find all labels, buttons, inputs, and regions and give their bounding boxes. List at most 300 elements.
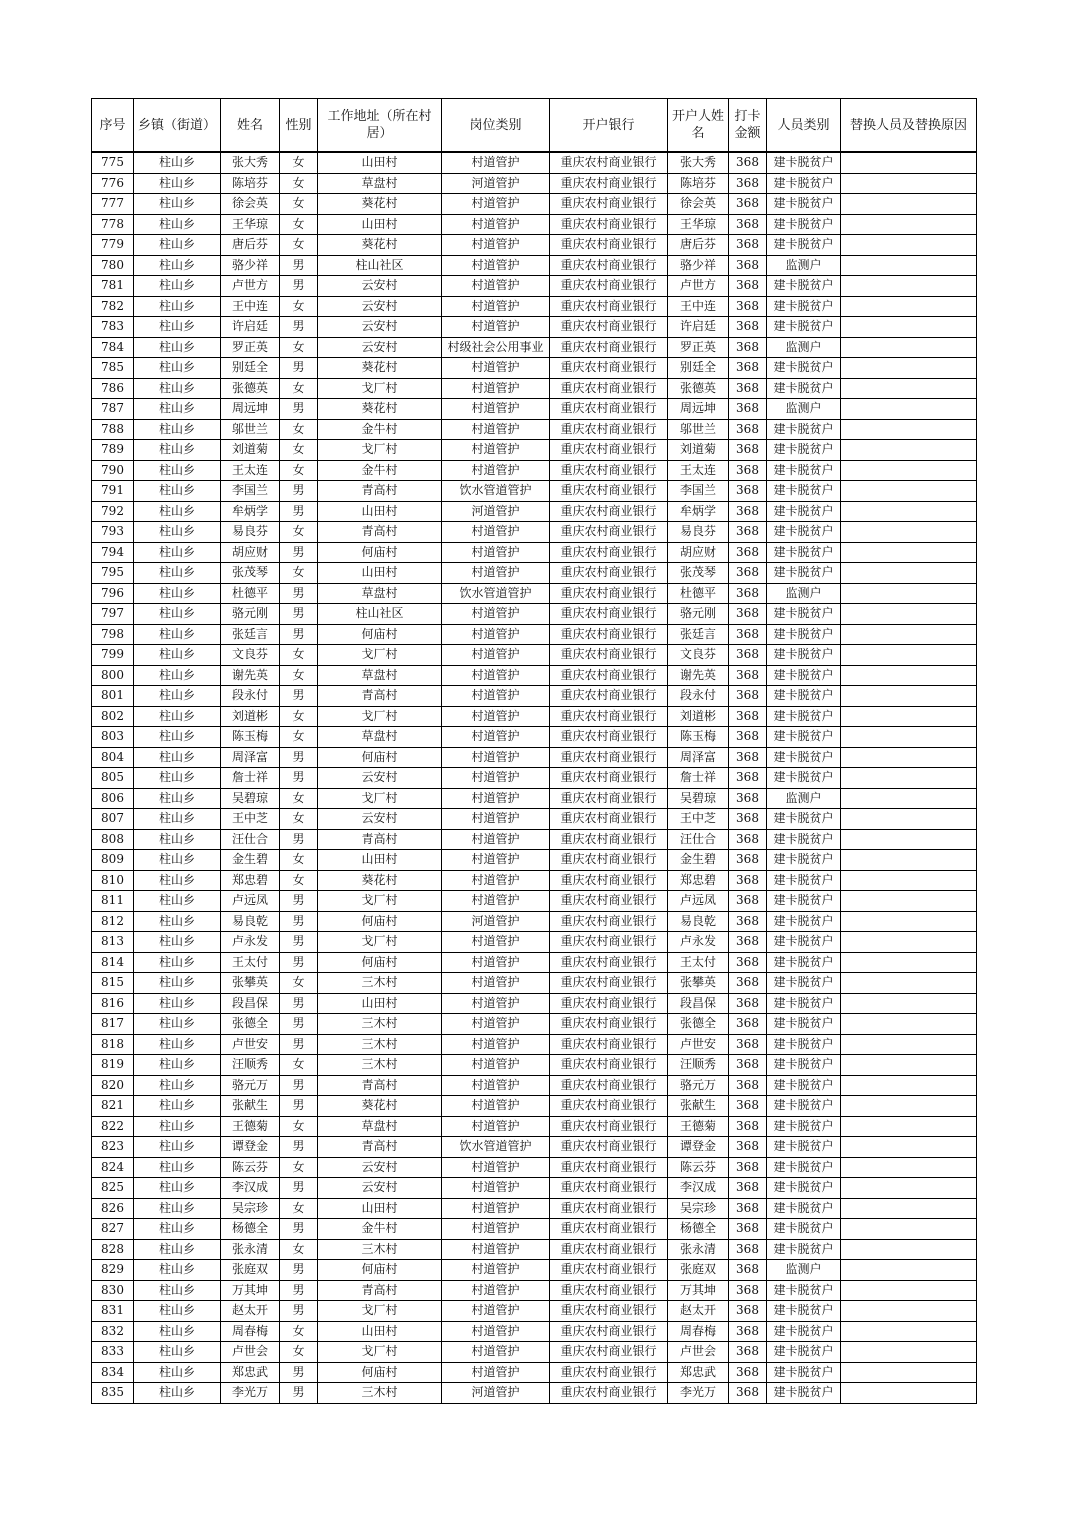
replacement-cell bbox=[841, 788, 977, 809]
township-cell: 柱山乡 bbox=[134, 891, 221, 912]
work-address-cell: 何庙村 bbox=[318, 624, 442, 645]
replacement-cell bbox=[841, 296, 977, 317]
replacement-cell bbox=[841, 1075, 977, 1096]
header-gender: 性别 bbox=[280, 99, 318, 153]
account-holder-cell: 易良芬 bbox=[668, 522, 729, 543]
person-category-cell: 建卡脱贫户 bbox=[767, 624, 841, 645]
gender-cell: 男 bbox=[280, 255, 318, 276]
bank-cell: 重庆农村商业银行 bbox=[550, 501, 668, 522]
replacement-cell bbox=[841, 214, 977, 235]
work-address-cell: 青高村 bbox=[318, 481, 442, 502]
bank-cell: 重庆农村商业银行 bbox=[550, 665, 668, 686]
account-holder-cell: 金生碧 bbox=[668, 850, 729, 871]
amount-cell: 368 bbox=[729, 809, 767, 830]
township-cell: 柱山乡 bbox=[134, 952, 221, 973]
bank-cell: 重庆农村商业银行 bbox=[550, 460, 668, 481]
replacement-cell bbox=[841, 481, 977, 502]
table-row bbox=[92, 1055, 977, 1076]
township-cell: 柱山乡 bbox=[134, 255, 221, 276]
gender-cell: 女 bbox=[280, 1198, 318, 1219]
township-cell: 柱山乡 bbox=[134, 645, 221, 666]
gender-cell: 女 bbox=[280, 152, 318, 173]
seq-cell: 777 bbox=[92, 194, 134, 215]
name-cell: 邬世兰 bbox=[221, 419, 280, 440]
work-address-cell: 草盘村 bbox=[318, 173, 442, 194]
seq-cell: 814 bbox=[92, 952, 134, 973]
table-body bbox=[92, 152, 977, 1403]
township-cell: 柱山乡 bbox=[134, 788, 221, 809]
work-address-cell: 三木村 bbox=[318, 1034, 442, 1055]
account-holder-cell: 陈培芬 bbox=[668, 173, 729, 194]
township-cell: 柱山乡 bbox=[134, 1219, 221, 1240]
person-category-cell: 建卡脱贫户 bbox=[767, 1137, 841, 1158]
person-category-cell: 建卡脱贫户 bbox=[767, 665, 841, 686]
township-cell: 柱山乡 bbox=[134, 1137, 221, 1158]
amount-cell: 368 bbox=[729, 727, 767, 748]
account-holder-cell: 卢远凤 bbox=[668, 891, 729, 912]
bank-cell: 重庆农村商业银行 bbox=[550, 788, 668, 809]
bank-cell: 重庆农村商业银行 bbox=[550, 317, 668, 338]
table-row bbox=[92, 1342, 977, 1363]
account-holder-cell: 陈云芬 bbox=[668, 1157, 729, 1178]
seq-cell: 782 bbox=[92, 296, 134, 317]
name-cell: 郑忠武 bbox=[221, 1362, 280, 1383]
replacement-cell bbox=[841, 1239, 977, 1260]
post-category-cell: 河道管护 bbox=[442, 1383, 550, 1404]
account-holder-cell: 卢世方 bbox=[668, 276, 729, 297]
amount-cell: 368 bbox=[729, 399, 767, 420]
person-category-cell: 建卡脱贫户 bbox=[767, 706, 841, 727]
account-holder-cell: 王太连 bbox=[668, 460, 729, 481]
replacement-cell bbox=[841, 317, 977, 338]
gender-cell: 男 bbox=[280, 276, 318, 297]
bank-cell: 重庆农村商业银行 bbox=[550, 152, 668, 173]
gender-cell: 男 bbox=[280, 542, 318, 563]
gender-cell: 女 bbox=[280, 850, 318, 871]
table-row bbox=[92, 317, 977, 338]
table-row bbox=[92, 419, 977, 440]
replacement-cell bbox=[841, 255, 977, 276]
replacement-cell bbox=[841, 727, 977, 748]
name-cell: 周春梅 bbox=[221, 1321, 280, 1342]
gender-cell: 男 bbox=[280, 911, 318, 932]
work-address-cell: 葵花村 bbox=[318, 870, 442, 891]
bank-cell: 重庆农村商业银行 bbox=[550, 1260, 668, 1281]
gender-cell: 男 bbox=[280, 1301, 318, 1322]
work-address-cell: 青高村 bbox=[318, 522, 442, 543]
table-row bbox=[92, 788, 977, 809]
township-cell: 柱山乡 bbox=[134, 1383, 221, 1404]
bank-cell: 重庆农村商业银行 bbox=[550, 768, 668, 789]
amount-cell: 368 bbox=[729, 542, 767, 563]
amount-cell: 368 bbox=[729, 1096, 767, 1117]
amount-cell: 368 bbox=[729, 173, 767, 194]
person-category-cell: 建卡脱贫户 bbox=[767, 809, 841, 830]
gender-cell: 男 bbox=[280, 1096, 318, 1117]
seq-cell: 830 bbox=[92, 1280, 134, 1301]
seq-cell: 826 bbox=[92, 1198, 134, 1219]
amount-cell: 368 bbox=[729, 1260, 767, 1281]
amount-cell: 368 bbox=[729, 1342, 767, 1363]
amount-cell: 368 bbox=[729, 501, 767, 522]
post-category-cell: 村道管护 bbox=[442, 604, 550, 625]
post-category-cell: 村道管护 bbox=[442, 1362, 550, 1383]
seq-cell: 775 bbox=[92, 152, 134, 173]
person-category-cell: 建卡脱贫户 bbox=[767, 727, 841, 748]
table-row bbox=[92, 481, 977, 502]
account-holder-cell: 文良芬 bbox=[668, 645, 729, 666]
gender-cell: 男 bbox=[280, 604, 318, 625]
person-category-cell: 建卡脱贫户 bbox=[767, 1342, 841, 1363]
header-name: 姓名 bbox=[221, 99, 280, 153]
name-cell: 赵太开 bbox=[221, 1301, 280, 1322]
amount-cell: 368 bbox=[729, 850, 767, 871]
amount-cell: 368 bbox=[729, 686, 767, 707]
seq-cell: 792 bbox=[92, 501, 134, 522]
person-category-cell: 监测户 bbox=[767, 1260, 841, 1281]
amount-cell: 368 bbox=[729, 1137, 767, 1158]
bank-cell: 重庆农村商业银行 bbox=[550, 173, 668, 194]
table-row bbox=[92, 952, 977, 973]
bank-cell: 重庆农村商业银行 bbox=[550, 337, 668, 358]
work-address-cell: 三木村 bbox=[318, 1014, 442, 1035]
seq-cell: 791 bbox=[92, 481, 134, 502]
table-row bbox=[92, 932, 977, 953]
amount-cell: 368 bbox=[729, 419, 767, 440]
post-category-cell: 河道管护 bbox=[442, 173, 550, 194]
seq-cell: 819 bbox=[92, 1055, 134, 1076]
amount-cell: 368 bbox=[729, 1239, 767, 1260]
work-address-cell: 葵花村 bbox=[318, 1096, 442, 1117]
post-category-cell: 村道管护 bbox=[442, 706, 550, 727]
name-cell: 谢先英 bbox=[221, 665, 280, 686]
replacement-cell bbox=[841, 399, 977, 420]
person-category-cell: 建卡脱贫户 bbox=[767, 747, 841, 768]
name-cell: 陈玉梅 bbox=[221, 727, 280, 748]
name-cell: 王太连 bbox=[221, 460, 280, 481]
bank-cell: 重庆农村商业银行 bbox=[550, 624, 668, 645]
bank-cell: 重庆农村商业银行 bbox=[550, 891, 668, 912]
work-address-cell: 戈厂村 bbox=[318, 378, 442, 399]
person-category-cell: 建卡脱贫户 bbox=[767, 1219, 841, 1240]
replacement-cell bbox=[841, 932, 977, 953]
amount-cell: 368 bbox=[729, 358, 767, 379]
header-bank: 开户银行 bbox=[550, 99, 668, 153]
table-row bbox=[92, 1321, 977, 1342]
account-holder-cell: 邬世兰 bbox=[668, 419, 729, 440]
person-category-cell: 建卡脱贫户 bbox=[767, 1383, 841, 1404]
table-row bbox=[92, 829, 977, 850]
work-address-cell: 戈厂村 bbox=[318, 788, 442, 809]
table-row bbox=[92, 194, 977, 215]
bank-cell: 重庆农村商业银行 bbox=[550, 604, 668, 625]
name-cell: 王德菊 bbox=[221, 1116, 280, 1137]
amount-cell: 368 bbox=[729, 1116, 767, 1137]
account-holder-cell: 胡应财 bbox=[668, 542, 729, 563]
replacement-cell bbox=[841, 1219, 977, 1240]
seq-cell: 778 bbox=[92, 214, 134, 235]
replacement-cell bbox=[841, 993, 977, 1014]
township-cell: 柱山乡 bbox=[134, 276, 221, 297]
bank-cell: 重庆农村商业银行 bbox=[550, 194, 668, 215]
person-category-cell: 建卡脱贫户 bbox=[767, 870, 841, 891]
gender-cell: 女 bbox=[280, 809, 318, 830]
township-cell: 柱山乡 bbox=[134, 1157, 221, 1178]
gender-cell: 女 bbox=[280, 460, 318, 481]
work-address-cell: 云安村 bbox=[318, 809, 442, 830]
township-cell: 柱山乡 bbox=[134, 1055, 221, 1076]
table-row bbox=[92, 1219, 977, 1240]
table-row bbox=[92, 706, 977, 727]
person-category-cell: 建卡脱贫户 bbox=[767, 686, 841, 707]
account-holder-cell: 段昌保 bbox=[668, 993, 729, 1014]
work-address-cell: 何庙村 bbox=[318, 911, 442, 932]
amount-cell: 368 bbox=[729, 522, 767, 543]
replacement-cell bbox=[841, 235, 977, 256]
bank-cell: 重庆农村商业银行 bbox=[550, 809, 668, 830]
bank-cell: 重庆农村商业银行 bbox=[550, 1342, 668, 1363]
seq-cell: 799 bbox=[92, 645, 134, 666]
seq-cell: 800 bbox=[92, 665, 134, 686]
amount-cell: 368 bbox=[729, 1075, 767, 1096]
work-address-cell: 葵花村 bbox=[318, 358, 442, 379]
seq-cell: 806 bbox=[92, 788, 134, 809]
gender-cell: 男 bbox=[280, 1014, 318, 1035]
bank-cell: 重庆农村商业银行 bbox=[550, 563, 668, 584]
post-category-cell: 村道管护 bbox=[442, 973, 550, 994]
replacement-cell bbox=[841, 1014, 977, 1035]
seq-cell: 809 bbox=[92, 850, 134, 871]
table-row bbox=[92, 337, 977, 358]
township-cell: 柱山乡 bbox=[134, 501, 221, 522]
seq-cell: 787 bbox=[92, 399, 134, 420]
person-category-cell: 建卡脱贫户 bbox=[767, 522, 841, 543]
post-category-cell: 村道管护 bbox=[442, 829, 550, 850]
gender-cell: 男 bbox=[280, 1362, 318, 1383]
work-address-cell: 何庙村 bbox=[318, 1260, 442, 1281]
gender-cell: 女 bbox=[280, 194, 318, 215]
person-category-cell: 建卡脱贫户 bbox=[767, 214, 841, 235]
bank-cell: 重庆农村商业银行 bbox=[550, 214, 668, 235]
work-address-cell: 草盘村 bbox=[318, 727, 442, 748]
township-cell: 柱山乡 bbox=[134, 686, 221, 707]
name-cell: 张攀英 bbox=[221, 973, 280, 994]
seq-cell: 832 bbox=[92, 1321, 134, 1342]
name-cell: 杨德全 bbox=[221, 1219, 280, 1240]
work-address-cell: 青高村 bbox=[318, 829, 442, 850]
post-category-cell: 村道管护 bbox=[442, 1301, 550, 1322]
seq-cell: 810 bbox=[92, 870, 134, 891]
table-row bbox=[92, 1301, 977, 1322]
account-holder-cell: 牟炳学 bbox=[668, 501, 729, 522]
name-cell: 汪仕合 bbox=[221, 829, 280, 850]
post-category-cell: 村道管护 bbox=[442, 788, 550, 809]
account-holder-cell: 王华琼 bbox=[668, 214, 729, 235]
seq-cell: 779 bbox=[92, 235, 134, 256]
bank-cell: 重庆农村商业银行 bbox=[550, 829, 668, 850]
amount-cell: 368 bbox=[729, 1362, 767, 1383]
gender-cell: 男 bbox=[280, 1075, 318, 1096]
account-holder-cell: 张永清 bbox=[668, 1239, 729, 1260]
township-cell: 柱山乡 bbox=[134, 296, 221, 317]
account-holder-cell: 段永付 bbox=[668, 686, 729, 707]
work-address-cell: 三木村 bbox=[318, 1239, 442, 1260]
person-category-cell: 建卡脱贫户 bbox=[767, 952, 841, 973]
bank-cell: 重庆农村商业银行 bbox=[550, 583, 668, 604]
person-category-cell: 建卡脱贫户 bbox=[767, 378, 841, 399]
amount-cell: 368 bbox=[729, 1280, 767, 1301]
post-category-cell: 饮水管道管护 bbox=[442, 583, 550, 604]
amount-cell: 368 bbox=[729, 1219, 767, 1240]
replacement-cell bbox=[841, 850, 977, 871]
seq-cell: 805 bbox=[92, 768, 134, 789]
replacement-cell bbox=[841, 583, 977, 604]
amount-cell: 368 bbox=[729, 932, 767, 953]
gender-cell: 男 bbox=[280, 624, 318, 645]
name-cell: 骆少祥 bbox=[221, 255, 280, 276]
gender-cell: 男 bbox=[280, 686, 318, 707]
person-category-cell: 建卡脱贫户 bbox=[767, 460, 841, 481]
amount-cell: 368 bbox=[729, 440, 767, 461]
township-cell: 柱山乡 bbox=[134, 768, 221, 789]
table-row bbox=[92, 1239, 977, 1260]
person-category-cell: 建卡脱贫户 bbox=[767, 194, 841, 215]
township-cell: 柱山乡 bbox=[134, 481, 221, 502]
replacement-cell bbox=[841, 337, 977, 358]
bank-cell: 重庆农村商业银行 bbox=[550, 522, 668, 543]
work-address-cell: 何庙村 bbox=[318, 542, 442, 563]
table-row bbox=[92, 235, 977, 256]
replacement-cell bbox=[841, 870, 977, 891]
post-category-cell: 村道管护 bbox=[442, 1321, 550, 1342]
name-cell: 卢永发 bbox=[221, 932, 280, 953]
seq-cell: 780 bbox=[92, 255, 134, 276]
gender-cell: 男 bbox=[280, 501, 318, 522]
person-category-cell: 建卡脱贫户 bbox=[767, 1280, 841, 1301]
amount-cell: 368 bbox=[729, 481, 767, 502]
table-row bbox=[92, 686, 977, 707]
table-row bbox=[92, 1116, 977, 1137]
account-holder-cell: 吴碧琼 bbox=[668, 788, 729, 809]
bank-cell: 重庆农村商业银行 bbox=[550, 1280, 668, 1301]
seq-cell: 813 bbox=[92, 932, 134, 953]
post-category-cell: 村道管护 bbox=[442, 870, 550, 891]
post-category-cell: 村道管护 bbox=[442, 276, 550, 297]
replacement-cell bbox=[841, 645, 977, 666]
work-address-cell: 山田村 bbox=[318, 563, 442, 584]
post-category-cell: 村道管护 bbox=[442, 522, 550, 543]
name-cell: 王华琼 bbox=[221, 214, 280, 235]
person-category-cell: 建卡脱贫户 bbox=[767, 829, 841, 850]
replacement-cell bbox=[841, 1055, 977, 1076]
account-holder-cell: 卢世安 bbox=[668, 1034, 729, 1055]
township-cell: 柱山乡 bbox=[134, 911, 221, 932]
name-cell: 卢世会 bbox=[221, 1342, 280, 1363]
township-cell: 柱山乡 bbox=[134, 152, 221, 173]
name-cell: 段昌保 bbox=[221, 993, 280, 1014]
township-cell: 柱山乡 bbox=[134, 706, 221, 727]
post-category-cell: 村道管护 bbox=[442, 440, 550, 461]
bank-cell: 重庆农村商业银行 bbox=[550, 1362, 668, 1383]
amount-cell: 368 bbox=[729, 337, 767, 358]
name-cell: 金生碧 bbox=[221, 850, 280, 871]
township-cell: 柱山乡 bbox=[134, 358, 221, 379]
account-holder-cell: 王太付 bbox=[668, 952, 729, 973]
gender-cell: 男 bbox=[280, 768, 318, 789]
bank-cell: 重庆农村商业银行 bbox=[550, 542, 668, 563]
township-cell: 柱山乡 bbox=[134, 1260, 221, 1281]
name-cell: 王太付 bbox=[221, 952, 280, 973]
replacement-cell bbox=[841, 1260, 977, 1281]
bank-cell: 重庆农村商业银行 bbox=[550, 1034, 668, 1055]
person-category-cell: 监测户 bbox=[767, 255, 841, 276]
replacement-cell bbox=[841, 1321, 977, 1342]
replacement-cell bbox=[841, 1198, 977, 1219]
account-holder-cell: 张庭双 bbox=[668, 1260, 729, 1281]
name-cell: 卢世方 bbox=[221, 276, 280, 297]
township-cell: 柱山乡 bbox=[134, 624, 221, 645]
replacement-cell bbox=[841, 891, 977, 912]
table-row bbox=[92, 604, 977, 625]
amount-cell: 368 bbox=[729, 1157, 767, 1178]
table-row bbox=[92, 255, 977, 276]
seq-cell: 820 bbox=[92, 1075, 134, 1096]
name-cell: 吴碧琼 bbox=[221, 788, 280, 809]
account-holder-cell: 周泽富 bbox=[668, 747, 729, 768]
amount-cell: 368 bbox=[729, 1014, 767, 1035]
table-row bbox=[92, 1260, 977, 1281]
header-person-category: 人员类别 bbox=[767, 99, 841, 153]
work-address-cell: 山田村 bbox=[318, 1198, 442, 1219]
work-address-cell: 山田村 bbox=[318, 1321, 442, 1342]
name-cell: 别廷全 bbox=[221, 358, 280, 379]
township-cell: 柱山乡 bbox=[134, 1075, 221, 1096]
township-cell: 柱山乡 bbox=[134, 829, 221, 850]
replacement-cell bbox=[841, 460, 977, 481]
replacement-cell bbox=[841, 194, 977, 215]
work-address-cell: 青高村 bbox=[318, 1137, 442, 1158]
work-address-cell: 柱山社区 bbox=[318, 255, 442, 276]
replacement-cell bbox=[841, 768, 977, 789]
name-cell: 詹士祥 bbox=[221, 768, 280, 789]
bank-cell: 重庆农村商业银行 bbox=[550, 378, 668, 399]
post-category-cell: 村道管护 bbox=[442, 768, 550, 789]
person-category-cell: 建卡脱贫户 bbox=[767, 276, 841, 297]
account-holder-cell: 周远坤 bbox=[668, 399, 729, 420]
bank-cell: 重庆农村商业银行 bbox=[550, 1157, 668, 1178]
table-row bbox=[92, 1362, 977, 1383]
amount-cell: 368 bbox=[729, 788, 767, 809]
township-cell: 柱山乡 bbox=[134, 932, 221, 953]
name-cell: 王中芝 bbox=[221, 809, 280, 830]
post-category-cell: 村道管护 bbox=[442, 1116, 550, 1137]
work-address-cell: 金牛村 bbox=[318, 460, 442, 481]
person-category-cell: 监测户 bbox=[767, 337, 841, 358]
amount-cell: 368 bbox=[729, 768, 767, 789]
post-category-cell: 村道管护 bbox=[442, 235, 550, 256]
person-category-cell: 建卡脱贫户 bbox=[767, 358, 841, 379]
gender-cell: 女 bbox=[280, 173, 318, 194]
work-address-cell: 何庙村 bbox=[318, 747, 442, 768]
bank-cell: 重庆农村商业银行 bbox=[550, 645, 668, 666]
person-category-cell: 建卡脱贫户 bbox=[767, 235, 841, 256]
person-category-cell: 建卡脱贫户 bbox=[767, 1034, 841, 1055]
replacement-cell bbox=[841, 706, 977, 727]
post-category-cell: 村道管护 bbox=[442, 378, 550, 399]
table-row bbox=[92, 542, 977, 563]
gender-cell: 男 bbox=[280, 1178, 318, 1199]
name-cell: 李国兰 bbox=[221, 481, 280, 502]
